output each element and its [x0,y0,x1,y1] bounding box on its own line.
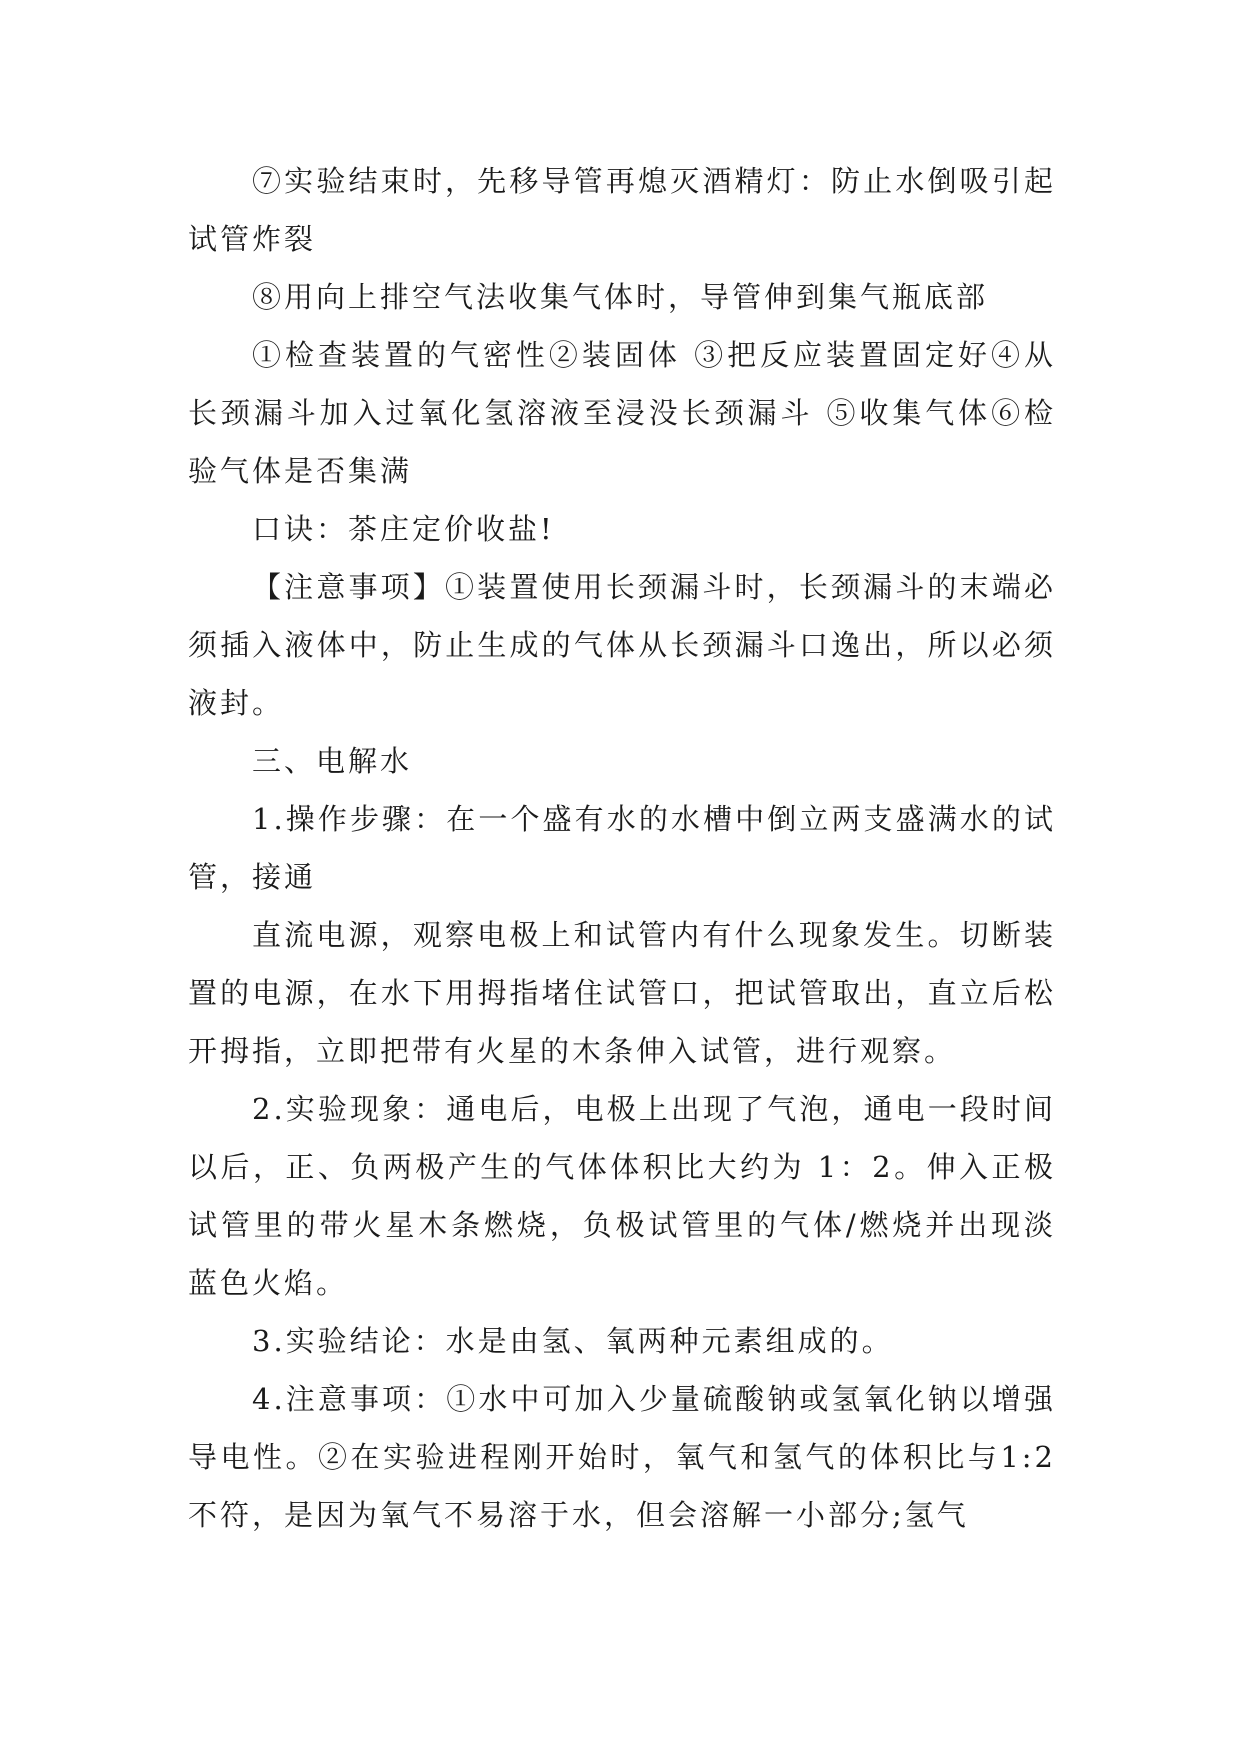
paragraph-mnemonic: 口诀：茶庄定价收盐! [252,512,555,546]
paragraph-step-7: ⑦实验结束时，先移导管再熄灭酒精灯：防止水倒吸引起试管炸裂 [188,164,1056,256]
paragraph-phenomena: 2.实验现象：通电后，电极上出现了气泡，通电一段时间以后，正、负两极产生的气体体积比大约为 1：2。伸入正极试管里的带火星木条燃烧，负极试管里的气体/燃烧并出现淡蓝色火焰。 [188,1092,1056,1300]
paragraph-operation-continued: 直流电源，观察电极上和试管内有什么现象发生。切断装置的电源，在水下用拇指堵住试管口，把试管取出，直立后松开拇指，立即把带有火星的木条伸入试管，进行观察。 [188,918,1056,1068]
paragraph-notes: 4.注意事项：①水中可加入少量硫酸钠或氢氧化钠以增强导电性。②在实验进程刚开始时，氧气和氢气的体积比与1:2 不符，是因为氧气不易溶于水，但会溶解一小部分;氢气 [188,1382,1056,1532]
paragraph-operation-steps: 1.操作步骤：在一个盛有水的水槽中倒立两支盛满水的试管，接通 [188,802,1056,894]
paragraph-procedure-steps: ①检查装置的气密性②装固体 ③把反应装置固定好④从长颈漏斗加入过氧化氢溶液至浸没长颈漏斗 ⑤收集气体⑥检验气体是否集满 [188,338,1056,488]
paragraph-conclusion: 3.实验结论：水是由氢、氧两种元素组成的。 [252,1324,894,1358]
document-body [188,152,1056,1544]
paragraph-step-8: ⑧用向上排空气法收集气体时，导管伸到集气瓶底部 [252,280,989,314]
paragraph-precautions: 【注意事项】①装置使用长颈漏斗时，长颈漏斗的末端必须插入液体中，防止生成的气体从长颈漏斗口逸出，所以必须液封。 [188,570,1056,720]
section-heading-electrolysis: 三、电解水 [252,744,413,778]
